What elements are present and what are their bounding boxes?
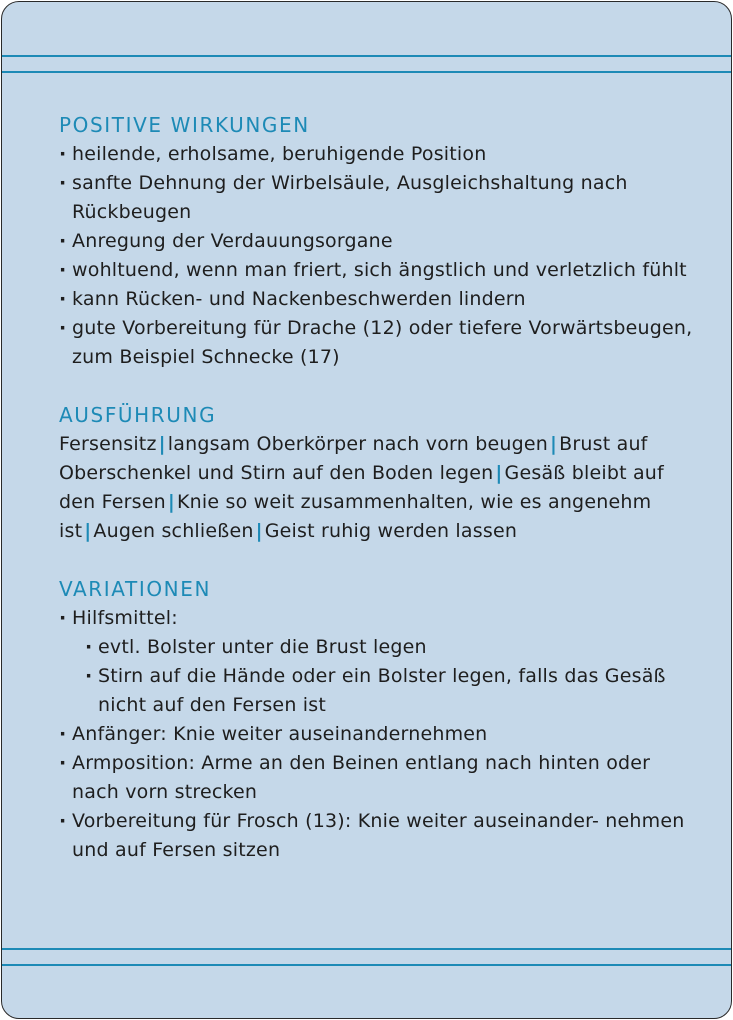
execution-step: Knie so weit zusammenhalten, wie es angenehm ist: [59, 491, 658, 542]
positive-effect-item: · heilende, erholsame, beruhigende Position: [59, 140, 699, 169]
execution-step: Fersensitz: [59, 433, 157, 455]
variation-item: · Armposition: Arme an den Beinen entlang nach hinten oder nach vorn strecken: [59, 749, 699, 807]
variation-item: · Vorbereitung für Frosch (13): Knie weiter auseinander- nehmen und auf Fersen sitzen: [59, 807, 699, 865]
positive-effect-item: · kann Rücken- und Nackenbeschwerden lindern: [59, 285, 699, 314]
execution-step: Augen schließen: [93, 520, 254, 542]
step-separator: |: [495, 462, 503, 484]
positive-effect-item: · gute Vorbereitung für Drache (12) oder tiefere Vorwärtsbeugen, zum Beispiel Schnecke (17): [59, 314, 699, 372]
execution-step: Geist ruhig werden lassen: [264, 520, 518, 542]
top-rule-outer: [2, 55, 731, 57]
step-separator: |: [167, 491, 175, 513]
variations-section: [59, 575, 699, 865]
step-separator: |: [84, 520, 92, 542]
card-content: [59, 111, 699, 865]
execution-step: Gesäß bleibt auf den Fersen: [59, 462, 671, 513]
positive-effect-item: · sanfte Dehnung der Wirbelsäule, Ausgleichshaltung nach Rückbeugen: [59, 169, 699, 227]
positive-effect-item: · wohltuend, wenn man friert, sich ängstlich und verletzlich fühlt: [59, 256, 699, 285]
bottom-rule-outer: [2, 964, 731, 966]
positive-effects-section: [59, 111, 699, 372]
step-separator: |: [255, 520, 263, 542]
variation-item: · Hilfsmittel:: [59, 604, 699, 633]
top-rule-inner: [2, 71, 731, 73]
card: [1, 1, 732, 1019]
variation-item: · Anfänger: Knie weiter auseinandernehmen: [59, 720, 699, 749]
positive-effects-heading: POSITIVE WIRKUNGEN: [59, 113, 310, 137]
positive-effect-item: · Anregung der Verdauungsorgane: [59, 227, 699, 256]
variation-subitem: · Stirn auf die Hände oder ein Bolster legen, falls das Gesäß nicht auf den Fersen ist: [85, 662, 699, 720]
variation-subitem: · evtl. Bolster unter die Brust legen: [85, 633, 699, 662]
execution-step: langsam Oberkörper nach vorn beugen: [167, 433, 548, 455]
step-separator: |: [549, 433, 558, 455]
variations-heading: VARIATIONEN: [59, 577, 212, 601]
execution-step: Brust auf Oberschenkel und Stirn auf den Boden legen: [59, 433, 654, 484]
step-separator: |: [158, 433, 166, 455]
execution-heading: AUSFÜHRUNG: [59, 403, 217, 427]
execution-steps: [59, 430, 699, 546]
execution-section: [59, 401, 699, 546]
bottom-rule-inner: [2, 948, 731, 950]
